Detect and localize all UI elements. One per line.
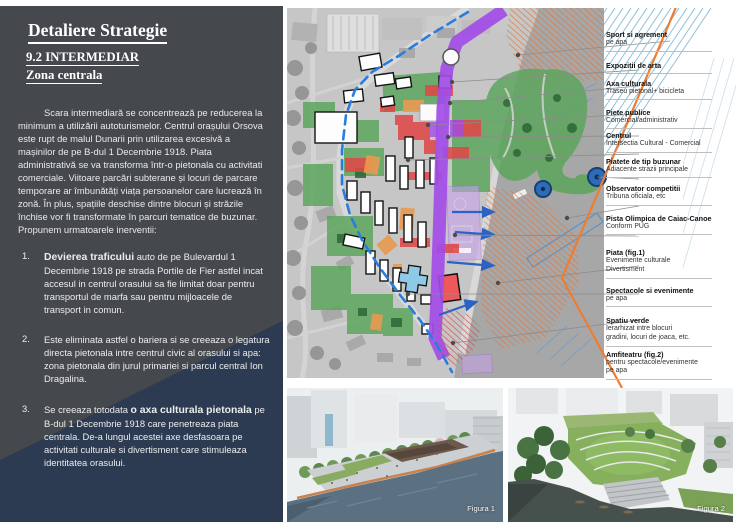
intro-paragraph: Scara intermediară se concentrează pe reducerea la minimum a utilizării autoturismelor. Centrul orașului Orsova este rupt de malul Dunarii prin utilizarea excesivă a mașinilor de pe B-dul 1 Decembrie 1918. Piata administrativă se va transforma într-o pietonala cu activitati comerciale. Viitoare parcări subterane și locuri de parcare temporare ar îmbunătăți viața persoanelor care lucrează în zonă. În plus, spațiile deschise dintre blocuri și străzile închise vor fi transformate în parcuri tematice de buzunar. Propunem urmatoarele inerventii:	[18, 107, 263, 235]
legend-entry: Piatete de tip buzunar Adiacente strazii principale	[606, 157, 712, 179]
legend-entry: Axa culturala Traseu pietonal+ bicicleta	[606, 79, 712, 101]
left-text-panel	[0, 6, 283, 522]
section-zone: Zona centrala	[26, 68, 103, 82]
legend-entry: Sport si agrement pe apa	[606, 30, 712, 52]
legend-entry: Piata (fig.1) Evenimente culturale Divertisment	[606, 248, 712, 278]
legend-entry: Piete publice Comercial/administrativ	[606, 108, 712, 129]
page-title: Detaliere Strategie	[28, 20, 167, 44]
section-number: 9.2 INTERMEDIAR	[26, 50, 140, 64]
map-legend	[606, 30, 736, 386]
amphitheater-render	[508, 388, 733, 522]
legend-entry: Amfiteatru (fig.2) pentru spectacole/evenimente pe apa	[606, 350, 712, 380]
waterfront-plaza-render	[287, 388, 503, 522]
legend-entry: Observator competitii Tribuna oficiala, etc	[606, 184, 712, 206]
figura-2-image	[508, 388, 733, 522]
list-item: 2. Este eliminata astfel o bariera si se creeaza o legatura directa pietonala intre centrul civic al orasului si apa: zona pietonala din jurul primariei si parcul central Ion Dragalina.	[22, 333, 270, 384]
node-circle	[443, 49, 459, 65]
legend-entry: Centrul Intersectia Cultural - Comercial	[606, 131, 712, 153]
interventions-list	[0, 250, 283, 469]
figura-2-caption: Figura 2	[697, 504, 725, 513]
legend-entry: Spatiu verde Ierarhizat intre blocuri gradini, locuri de joaca, etc.	[606, 316, 712, 346]
list-item: 1. Devierea traficului auto de pe Bulevardul 1 Decembrie 1918 pe strada Portile de Fier astfel incat accesul in centrul orasului sa fie limitat doar pentru transportul de marfa sau pentru mijloacele de transport in comun.	[22, 250, 263, 315]
legend-entry: Spectacole si evenimente pe apa	[606, 286, 712, 308]
legend-entry: Expozitii de arta	[606, 61, 712, 74]
figura-1-image	[287, 388, 503, 522]
legend-entry: Pista Olimpica de Caiac-Canoe Conform PUG	[606, 214, 712, 236]
figura-1-caption: Figura 1	[467, 504, 495, 513]
list-item: 3. Se creeaza totodata o axa culturala pietonala pe B-dul 1 Decembrie 1918 care penetreaza piata centrala. De-a lungul acestei axe desfasoara pe activitati culturale si divertisment care stimuleaza identitatea orasului.	[22, 403, 265, 468]
